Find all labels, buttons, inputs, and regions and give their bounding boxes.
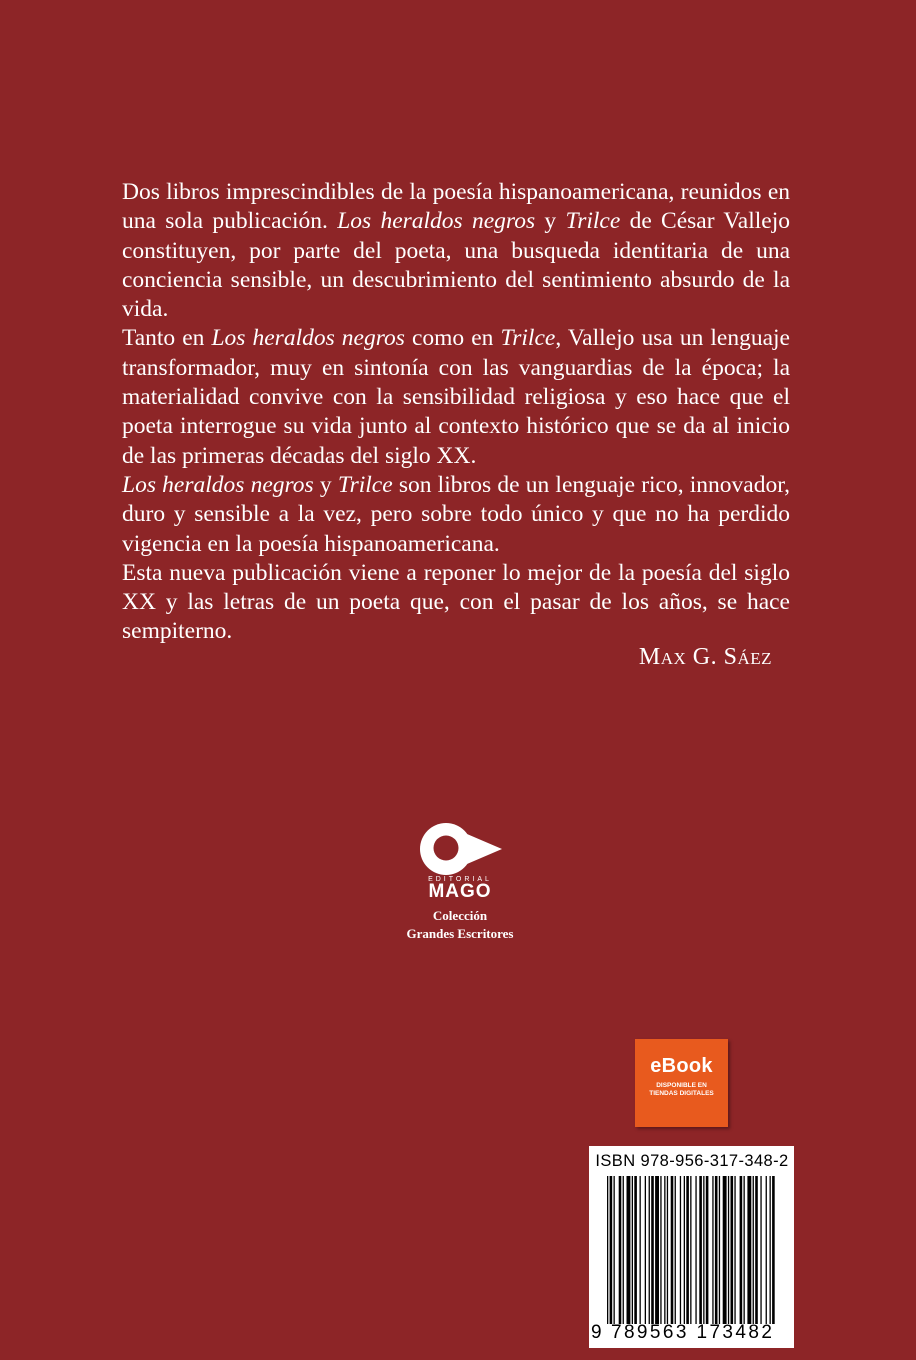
- collection-name: Grandes Escritores: [406, 926, 514, 941]
- barcode-bar: [634, 1176, 637, 1324]
- barcode-bar: [686, 1176, 689, 1324]
- barcode-bar: [610, 1176, 613, 1324]
- barcode-bar: [649, 1176, 650, 1324]
- barcode-bar: [755, 1176, 758, 1324]
- barcode-bar: [667, 1176, 668, 1324]
- barcode-bar: [651, 1176, 654, 1324]
- barcode-bar: [734, 1176, 735, 1324]
- barcode-bar: [660, 1176, 661, 1324]
- barcode-bar: [715, 1176, 718, 1324]
- blurb-paragraph-2: Tanto en Los heraldos negros como en Trilce, Vallejo usa un lenguaje transformador, muy en sintonía con las vanguardias de la época; la materialidad convive con la sensibilidad religiosa y eso hace que el poeta interrogue su vida junto al contexto histórico que se da al inicio de las primeras décadas del siglo XX.: [122, 325, 790, 469]
- ebook-title: eBook: [650, 1055, 713, 1077]
- ebook-badge: [635, 1039, 728, 1127]
- barcode-bar: [690, 1176, 691, 1324]
- barcode-bar: [699, 1176, 702, 1324]
- blurb-paragraph-3: Los heraldos negros y Trilce son libros de un lenguaje rico, innovador, duro y sensible a la vez, pero sobre todo único y que no ha perdido vigencia en la poesía hispanoamericana.: [122, 471, 791, 557]
- barcode-bar: [619, 1176, 622, 1324]
- isbn-text: ISBN 978-956-317-348-2: [595, 1152, 789, 1170]
- publisher-name: MAGO: [428, 881, 492, 902]
- barcode-bars: [607, 1176, 777, 1324]
- barcode-bar: [675, 1176, 676, 1324]
- barcode-bar: [684, 1176, 685, 1324]
- barcode-bar: [680, 1176, 681, 1324]
- barcode-bar: [695, 1176, 696, 1324]
- barcode-bar: [627, 1176, 631, 1324]
- barcode-bar: [753, 1176, 754, 1324]
- barcode-bar: [723, 1176, 727, 1324]
- barcode-bar: [760, 1176, 761, 1324]
- collection-label: Colección: [432, 908, 488, 923]
- barcode-bar: [770, 1176, 771, 1324]
- barcode-bar: [671, 1176, 674, 1324]
- barcode-bar: [728, 1176, 729, 1324]
- barcode-bar: [632, 1176, 633, 1324]
- back-cover-blurb: [122, 178, 790, 647]
- barcode-bar: [772, 1176, 775, 1324]
- barcode-bar: [614, 1176, 615, 1324]
- mago-logo-icon: [416, 820, 504, 876]
- barcode-bar: [747, 1176, 751, 1324]
- barcode-bar: [740, 1176, 743, 1324]
- author-signature: Max G. Sáez: [638, 644, 772, 670]
- editorial-label: EDITORIAL: [428, 876, 492, 883]
- barcode-bar: [706, 1176, 709, 1324]
- barcode-bar: [645, 1176, 646, 1324]
- barcode-bar: [766, 1176, 767, 1324]
- ebook-subtitle: DISPONIBLE EN TIENDAS DIGITALES: [649, 1082, 714, 1097]
- barcode-bar: [655, 1176, 659, 1324]
- barcode-bar: [703, 1176, 704, 1324]
- blurb-paragraph-1: Dos libros imprescindibles de la poesía hispanoamericana, reunidos en una sola publicación. Los heraldos negros y Trilce de César Vallejo constituyen, por parte del poeta, una busqueda identitaria de una conciencia sensible, un descubrimiento del sentimiento absurdo de la vida.: [122, 179, 790, 323]
- barcode-bar: [744, 1176, 745, 1324]
- barcode-bar: [640, 1176, 641, 1324]
- barcode-bar: [719, 1176, 720, 1324]
- blurb-paragraph-4: Esta nueva publicación viene a reponer lo mejor de la poesía del siglo XX y las letras de un poeta que, con el pasar de los años, se hace sempiterno.: [122, 559, 790, 645]
- barcode-bar: [731, 1176, 734, 1324]
- isbn-barcode: ISBN 978-956-317-348-2 9 789563 173482: [589, 1146, 794, 1348]
- barcode-bar: [607, 1176, 608, 1324]
- barcode-bar: [623, 1176, 624, 1324]
- publisher-logo: [360, 820, 560, 943]
- barcode-bar: [664, 1176, 665, 1324]
- barcode-bar: [712, 1176, 713, 1324]
